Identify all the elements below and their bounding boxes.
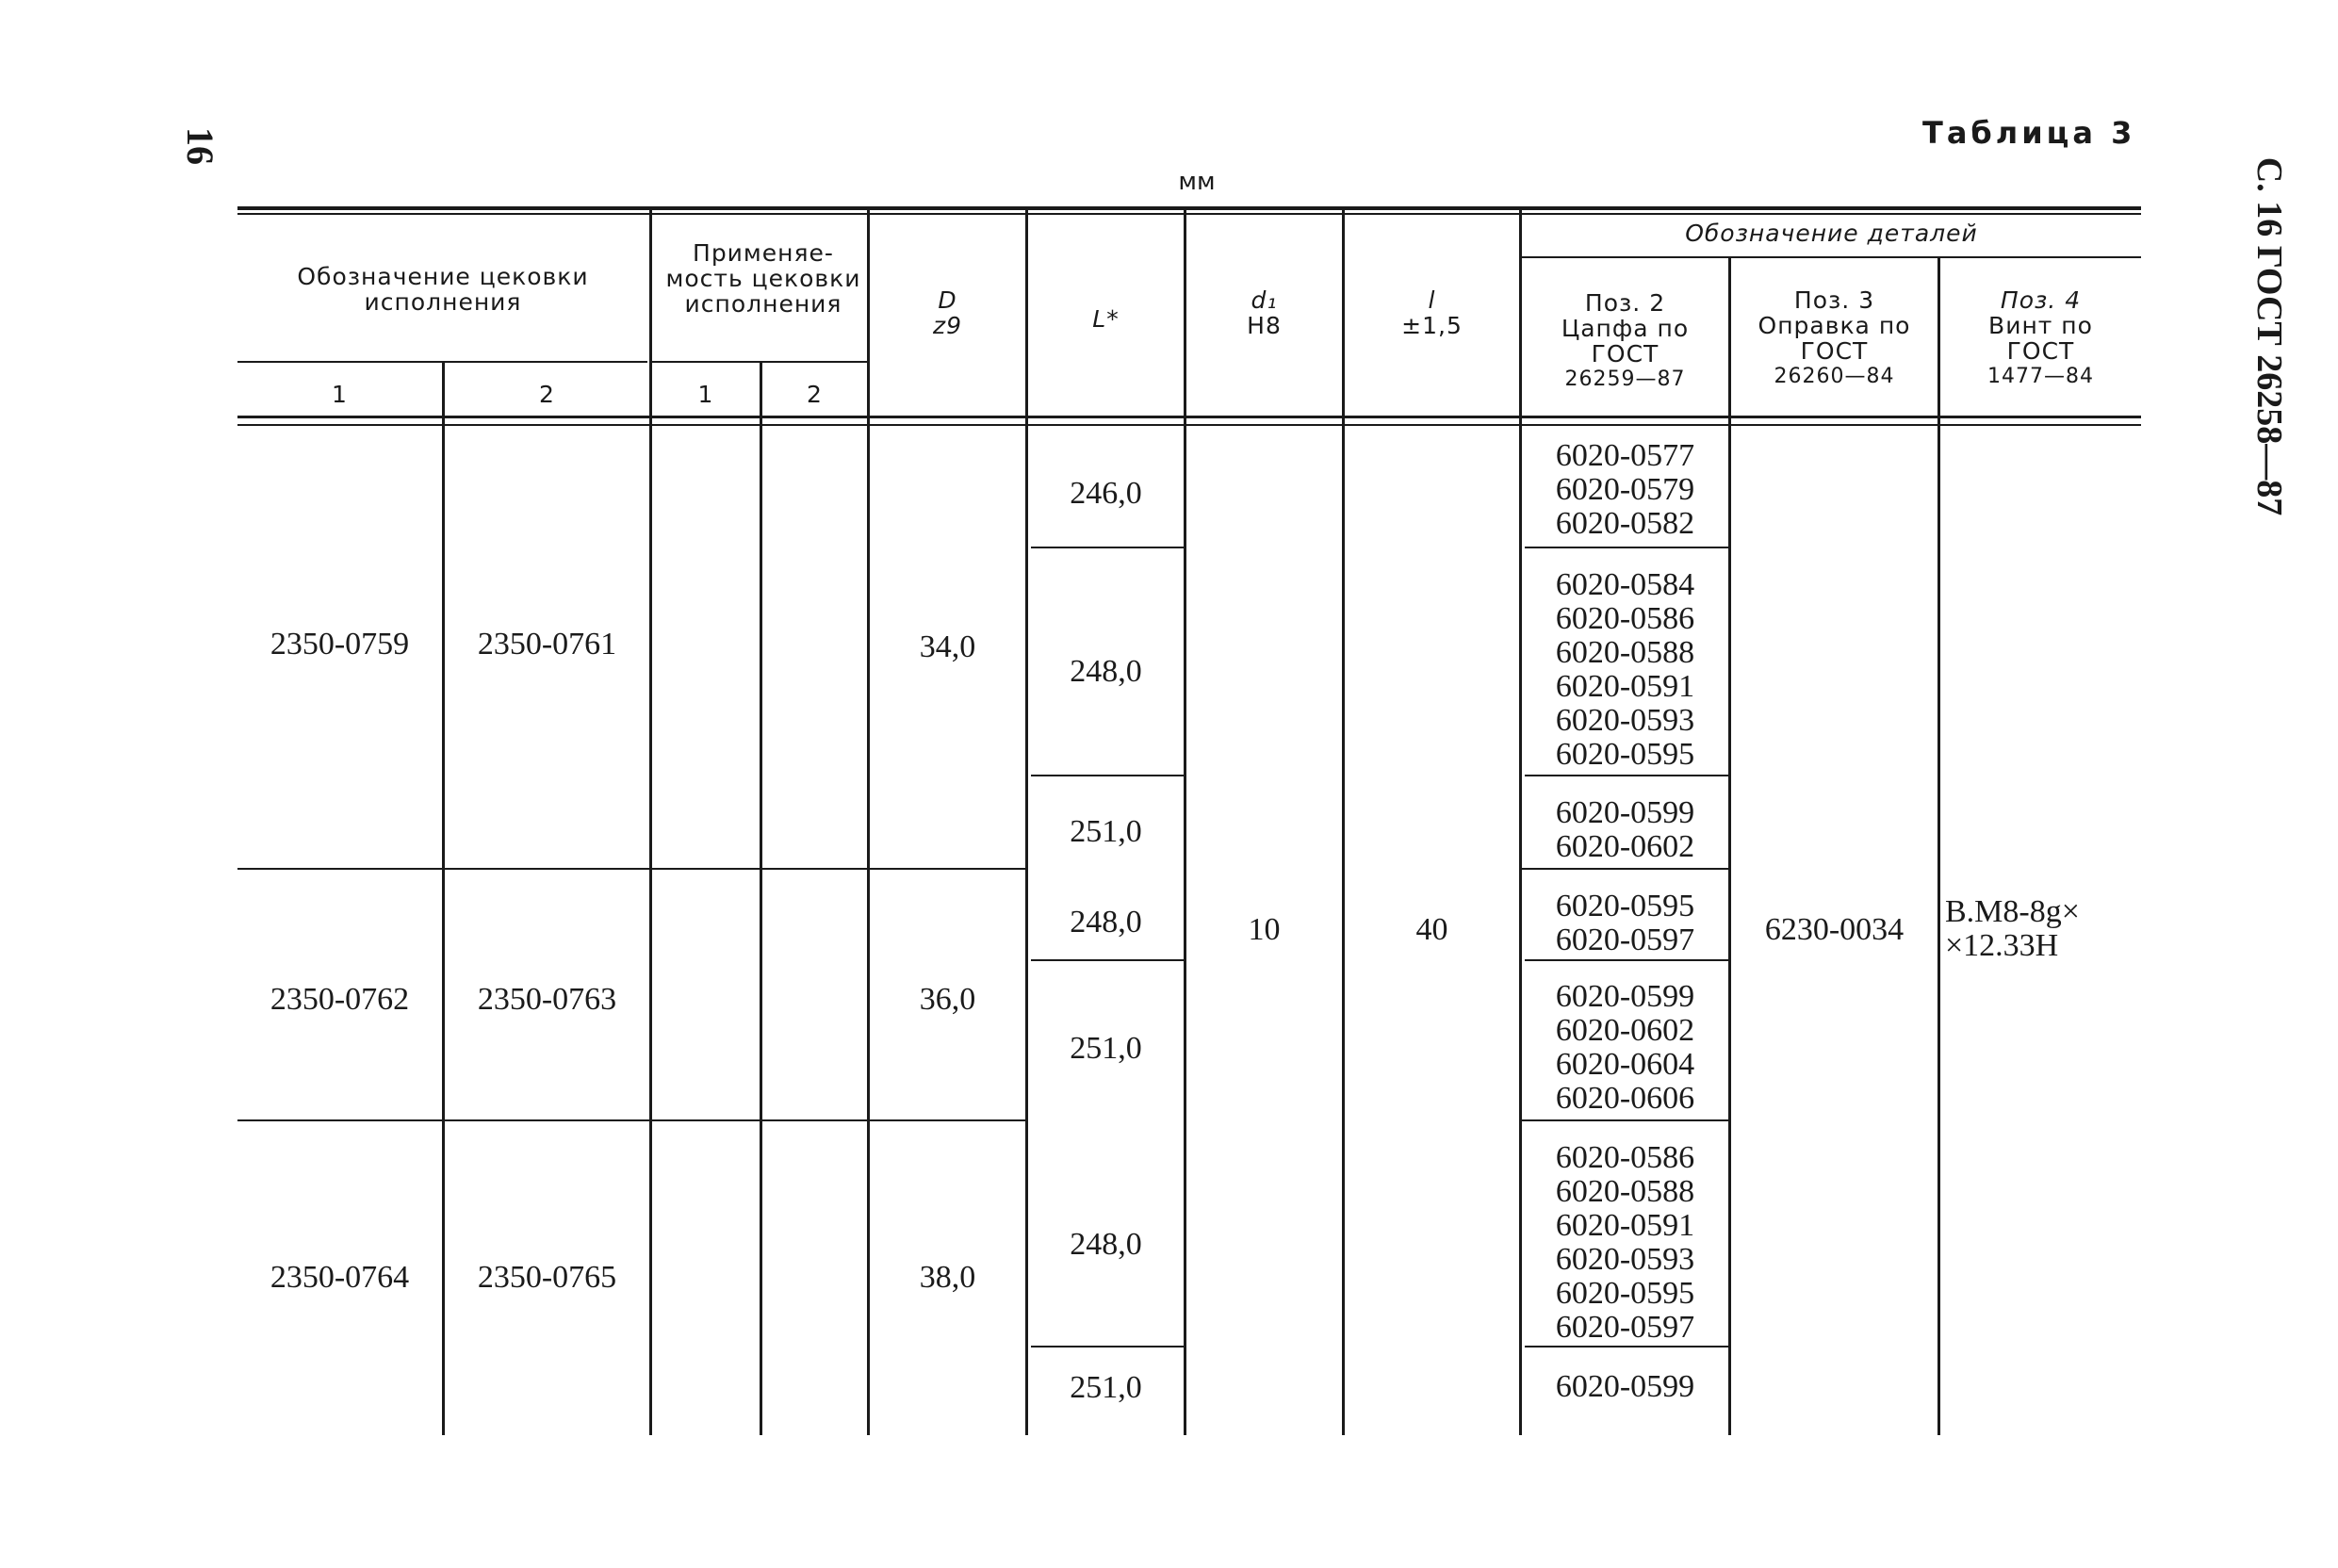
header-applicability: Применяе-мость цековки исполнения <box>665 239 861 318</box>
vline-3 <box>760 361 762 1435</box>
lsep-4 <box>1031 1346 1184 1348</box>
table-row-1-D: 34,0 <box>919 629 976 664</box>
psep-1 <box>1525 547 1728 548</box>
row-sep-1a <box>237 868 1025 870</box>
header-applicability-sub-1: 1 <box>697 381 714 408</box>
table-row-1-L-1: 246,0 <box>1070 476 1142 511</box>
vline-9 <box>1728 256 1731 1435</box>
psep-3 <box>1525 959 1728 961</box>
table-row-1-designation-1: 2350-0759 <box>270 627 410 662</box>
header-designation-sub-2: 2 <box>539 381 555 408</box>
table-row-1-L-3: 251,0 <box>1070 814 1142 849</box>
header-pos2: Поз. 2 Цапфа по ГОСТ 26259—87 <box>1561 289 1690 391</box>
table-row-3-L-1: 248,0 <box>1070 1227 1142 1262</box>
running-header: С. 16 ГОСТ 26258—87 <box>2249 156 2289 516</box>
shared-d1: 10 <box>1248 912 1281 947</box>
table-row-2-designation-1: 2350-0762 <box>270 982 410 1017</box>
table-row-2-L-1: 248,0 <box>1070 905 1142 939</box>
rule-top-2 <box>237 213 2141 215</box>
row-sep-2a <box>237 1119 1025 1121</box>
table-row-3-L-2: 251,0 <box>1070 1370 1142 1405</box>
table-row-3-parts-1: 6020-0586 6020-0588 6020-0591 6020-0593 6020-0595 6020-0597 <box>1555 1140 1695 1345</box>
vline-4 <box>867 209 870 1435</box>
table-row-2-parts-1: 6020-0595 6020-0597 <box>1555 889 1695 957</box>
psep-4 <box>1525 1346 1728 1348</box>
vline-7 <box>1342 209 1345 1435</box>
header-designation-sub-1: 1 <box>332 381 348 408</box>
lsep-2 <box>1031 775 1184 776</box>
header-details-group: Обозначение деталей <box>1685 220 1978 247</box>
table-row-1-designation-2: 2350-0761 <box>477 627 617 662</box>
table-row-2-L-2: 251,0 <box>1070 1031 1142 1066</box>
table-row-3-designation-1: 2350-0764 <box>270 1260 410 1295</box>
rule-top <box>237 206 2141 210</box>
table-row-1-L-2: 248,0 <box>1070 654 1142 689</box>
header-designation: Обозначение цековки исполнения <box>297 263 589 316</box>
table-row-1-parts-2: 6020-0584 6020-0586 6020-0588 6020-0591 6020-0593 6020-0595 <box>1555 567 1695 772</box>
row-sep-1b <box>1519 868 1730 870</box>
table-row-3-D: 38,0 <box>919 1260 976 1295</box>
header-L: L* <box>1092 305 1120 333</box>
units-label: мм <box>1178 168 1216 196</box>
table-row-2-D: 36,0 <box>919 982 976 1017</box>
header-applicability-sub-2: 2 <box>807 381 823 408</box>
header-pos3: Поз. 3 Оправка по ГОСТ 26260—84 <box>1758 286 1911 388</box>
page-number: 16 <box>179 127 221 165</box>
table-row-1-parts-3: 6020-0599 6020-0602 <box>1555 795 1695 864</box>
table-row-2-designation-2: 2350-0763 <box>477 982 617 1017</box>
table-row-1-parts-1: 6020-0577 6020-0579 6020-0582 <box>1555 438 1695 541</box>
lsep-3 <box>1031 959 1184 961</box>
header-l: l ±1,5 <box>1401 286 1463 339</box>
table-title: Таблица 3 <box>1922 115 2136 151</box>
table-row-3-designation-2: 2350-0765 <box>477 1260 617 1295</box>
rule-details-sub <box>1522 256 2141 258</box>
psep-2 <box>1525 775 1728 776</box>
rule-header-bottom <box>237 416 2141 418</box>
table-row-2-parts-2: 6020-0599 6020-0602 6020-0604 6020-0606 <box>1555 979 1695 1116</box>
shared-l: 40 <box>1415 912 1448 947</box>
header-D: D z9 <box>932 286 963 339</box>
rule-header-bottom-2 <box>237 424 2141 426</box>
shared-pos4: В.М8-8g× ×12.33Н <box>1945 894 2080 963</box>
shared-pos3: 6230-0034 <box>1764 912 1905 947</box>
table-row-3-parts-2: 6020-0599 <box>1555 1369 1695 1404</box>
row-sep-2b <box>1519 1119 1730 1121</box>
header-pos4: Поз. 4 Винт по ГОСТ 1477—84 <box>1987 286 2094 388</box>
vline-10 <box>1937 256 1940 1435</box>
header-d1: d₁ H8 <box>1247 286 1282 339</box>
lsep-1 <box>1031 547 1184 548</box>
vline-6 <box>1184 209 1186 1435</box>
